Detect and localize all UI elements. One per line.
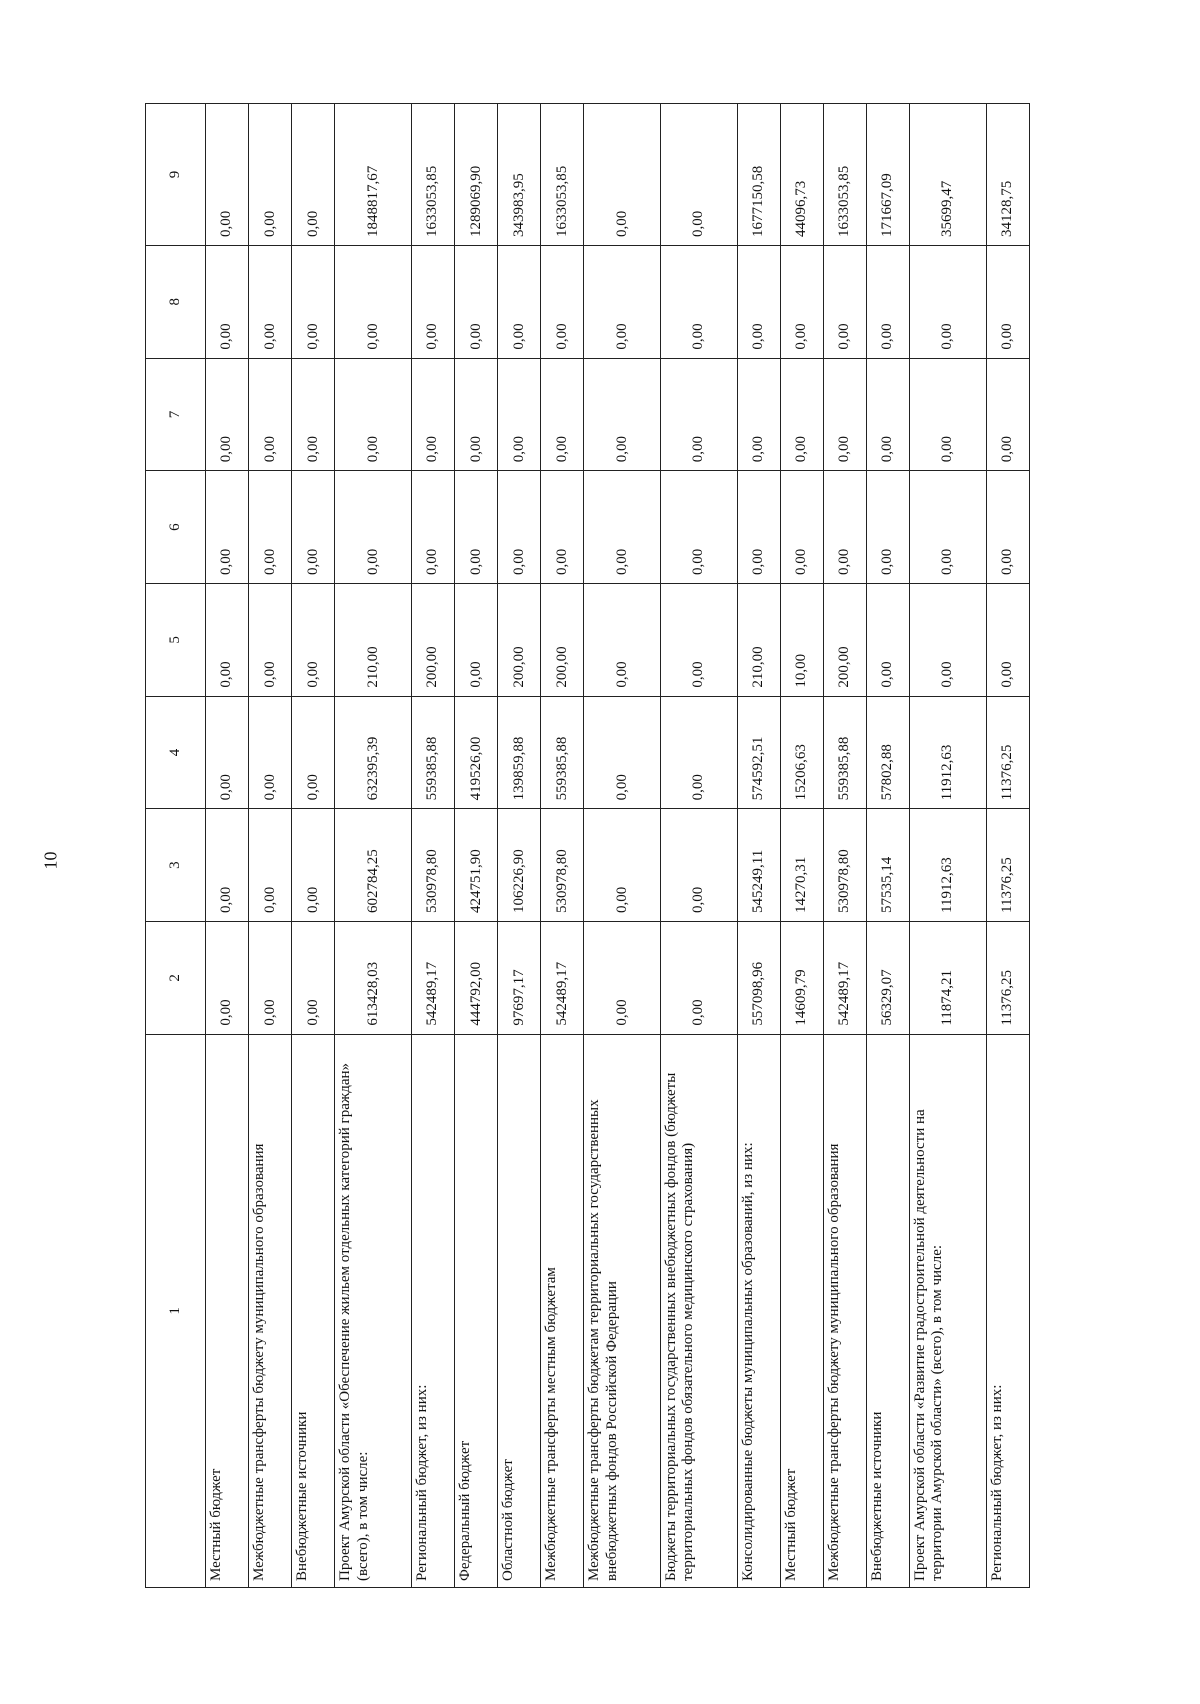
table-cell: 200,00 [498, 583, 541, 696]
table-cell: 0,00 [498, 245, 541, 358]
row-label: Местный бюджет [206, 1034, 249, 1587]
table-row [823, 104, 866, 1588]
table-row [335, 104, 412, 1588]
table-cell: 0,00 [823, 245, 866, 358]
table-cell: 0,00 [292, 921, 335, 1034]
table-cell: 0,00 [249, 104, 292, 246]
table-cell: 0,00 [910, 471, 987, 584]
row-label: Межбюджетные трансферты бюджетам территориальных государственных внебюджетных фондов Российской Федерации [584, 1034, 661, 1587]
table-cell: 0,00 [661, 471, 738, 584]
table-row [737, 104, 780, 1588]
table-row [455, 104, 498, 1588]
column-header: 9 [146, 104, 206, 246]
table-cell: 542489,17 [541, 921, 584, 1034]
table-cell: 57802,88 [866, 696, 909, 809]
table-cell: 0,00 [335, 471, 412, 584]
table-cell: 545249,11 [737, 809, 780, 922]
table-cell: 1633053,85 [823, 104, 866, 246]
column-header: 4 [146, 696, 206, 809]
table-cell: 0,00 [661, 245, 738, 358]
table-cell: 0,00 [584, 358, 661, 471]
table-cell: 0,00 [455, 583, 498, 696]
row-label: Местный бюджет [780, 1034, 823, 1587]
table-cell: 0,00 [584, 245, 661, 358]
table-cell: 632395,39 [335, 696, 412, 809]
table-cell: 0,00 [661, 696, 738, 809]
table-cell: 559385,88 [411, 696, 454, 809]
table-cell: 0,00 [206, 471, 249, 584]
table-cell: 0,00 [584, 809, 661, 922]
table-cell: 0,00 [498, 471, 541, 584]
table-row [910, 104, 987, 1588]
table-cell: 557098,96 [737, 921, 780, 1034]
table-cell: 0,00 [541, 245, 584, 358]
table-cell: 106226,90 [498, 809, 541, 922]
table-cell: 10,00 [780, 583, 823, 696]
table-cell: 0,00 [584, 471, 661, 584]
table-cell: 0,00 [249, 245, 292, 358]
table-cell: 0,00 [249, 696, 292, 809]
table-cell: 0,00 [584, 104, 661, 246]
row-label: Внебюджетные источники [292, 1034, 335, 1587]
table-cell: 0,00 [498, 358, 541, 471]
table-cell: 0,00 [737, 245, 780, 358]
table-cell: 0,00 [661, 358, 738, 471]
table-cell: 210,00 [335, 583, 412, 696]
column-header: 1 [146, 1034, 206, 1587]
table-cell: 0,00 [206, 583, 249, 696]
page-number: 10 [40, 851, 61, 870]
table-cell: 530978,80 [411, 809, 454, 922]
row-label: Внебюджетные источники [866, 1034, 909, 1587]
table-row [292, 104, 335, 1588]
table-cell: 0,00 [411, 471, 454, 584]
column-header: 8 [146, 245, 206, 358]
row-label: Межбюджетные трансферты бюджету муниципального образования [249, 1034, 292, 1587]
table-cell: 0,00 [249, 471, 292, 584]
table-cell: 0,00 [206, 358, 249, 471]
table-cell: 44096,73 [780, 104, 823, 246]
table-cell: 0,00 [866, 245, 909, 358]
table-row [661, 104, 738, 1588]
table-row [411, 104, 454, 1588]
table-cell: 11874,21 [910, 921, 987, 1034]
table-cell: 1677150,58 [737, 104, 780, 246]
table-cell: 0,00 [206, 696, 249, 809]
table-cell: 530978,80 [823, 809, 866, 922]
row-label: Проект Амурской области «Развитие градостроительной деятельности на территории Амурской области» (всего), в том числе: [910, 1034, 987, 1587]
table-cell: 0,00 [584, 921, 661, 1034]
table-cell: 542489,17 [411, 921, 454, 1034]
table-row [249, 104, 292, 1588]
budget-table [145, 103, 1030, 1588]
table-cell: 0,00 [661, 809, 738, 922]
table-cell: 0,00 [292, 471, 335, 584]
table-cell: 11376,25 [986, 809, 1029, 922]
table-cell: 559385,88 [823, 696, 866, 809]
table-cell: 0,00 [292, 583, 335, 696]
table-cell: 0,00 [866, 358, 909, 471]
table-row [780, 104, 823, 1588]
table-cell: 0,00 [661, 104, 738, 246]
table-cell: 0,00 [455, 245, 498, 358]
table-cell: 57535,14 [866, 809, 909, 922]
table-cell: 0,00 [335, 358, 412, 471]
table-cell: 0,00 [910, 583, 987, 696]
table-cell: 0,00 [249, 583, 292, 696]
row-label: Бюджеты территориальных государственных внебюджетных фондов (бюджеты территориальных фондов обязательного медицинского страхования) [661, 1034, 738, 1587]
table-cell: 0,00 [249, 358, 292, 471]
table-cell: 0,00 [206, 809, 249, 922]
column-header: 6 [146, 471, 206, 584]
table-cell: 559385,88 [541, 696, 584, 809]
table-cell: 34128,75 [986, 104, 1029, 246]
row-label: Проект Амурской области «Обеспечение жильем отдельных категорий граждан» (всего), в том числе: [335, 1034, 412, 1587]
table-cell: 0,00 [584, 696, 661, 809]
table-cell: 0,00 [249, 809, 292, 922]
table-cell: 35699,47 [910, 104, 987, 246]
table-cell: 0,00 [780, 358, 823, 471]
table-cell: 11376,25 [986, 921, 1029, 1034]
row-label: Консолидированные бюджеты муниципальных образований, из них: [737, 1034, 780, 1587]
table-cell: 0,00 [661, 921, 738, 1034]
table-cell: 0,00 [292, 809, 335, 922]
table-cell: 0,00 [335, 245, 412, 358]
table-row [584, 104, 661, 1588]
table-row [498, 104, 541, 1588]
table-cell: 1848817,67 [335, 104, 412, 246]
table-cell: 0,00 [780, 245, 823, 358]
table-cell: 0,00 [661, 583, 738, 696]
row-label: Региональный бюджет, из них: [411, 1034, 454, 1587]
row-label: Региональный бюджет, из них: [986, 1034, 1029, 1587]
table-cell: 0,00 [206, 245, 249, 358]
table-cell: 0,00 [206, 104, 249, 246]
table-cell: 1633053,85 [411, 104, 454, 246]
table-cell: 0,00 [541, 471, 584, 584]
table-cell: 14270,31 [780, 809, 823, 922]
table-cell: 0,00 [541, 358, 584, 471]
row-label: Межбюджетные трансферты местным бюджетам [541, 1034, 584, 1587]
table-cell: 0,00 [910, 245, 987, 358]
column-header: 2 [146, 921, 206, 1034]
table-cell: 419526,00 [455, 696, 498, 809]
table-cell: 0,00 [986, 583, 1029, 696]
table-cell: 0,00 [737, 471, 780, 584]
table-cell: 0,00 [292, 245, 335, 358]
table-cell: 139859,88 [498, 696, 541, 809]
table-cell: 210,00 [737, 583, 780, 696]
table-cell: 0,00 [823, 358, 866, 471]
column-header: 5 [146, 583, 206, 696]
row-label: Федеральный бюджет [455, 1034, 498, 1587]
table-cell: 542489,17 [823, 921, 866, 1034]
table-cell: 11912,63 [910, 696, 987, 809]
row-label: Областной бюджет [498, 1034, 541, 1587]
table-cell: 200,00 [411, 583, 454, 696]
table-cell: 530978,80 [541, 809, 584, 922]
column-header: 7 [146, 358, 206, 471]
table-cell: 613428,03 [335, 921, 412, 1034]
table-cell: 97697,17 [498, 921, 541, 1034]
table-cell: 444792,00 [455, 921, 498, 1034]
table-cell: 200,00 [823, 583, 866, 696]
table-cell: 0,00 [986, 358, 1029, 471]
table-cell: 0,00 [249, 921, 292, 1034]
table-cell: 15206,63 [780, 696, 823, 809]
table-cell: 574592,51 [737, 696, 780, 809]
table-cell: 1289069,90 [455, 104, 498, 246]
table-cell: 11376,25 [986, 696, 1029, 809]
table-row [541, 104, 584, 1588]
table-cell: 56329,07 [866, 921, 909, 1034]
table-cell: 343983,95 [498, 104, 541, 246]
table-cell: 0,00 [411, 245, 454, 358]
table-cell: 0,00 [866, 583, 909, 696]
table-cell: 1633053,85 [541, 104, 584, 246]
table-header-row [146, 104, 206, 1588]
table-cell: 602784,25 [335, 809, 412, 922]
table-row [866, 104, 909, 1588]
table-cell: 14609,79 [780, 921, 823, 1034]
table-cell: 171667,09 [866, 104, 909, 246]
table-cell: 0,00 [823, 471, 866, 584]
table-cell: 0,00 [206, 921, 249, 1034]
table-cell: 0,00 [292, 104, 335, 246]
column-header: 3 [146, 809, 206, 922]
table-cell: 0,00 [455, 358, 498, 471]
rotated-table-inner [145, 103, 1030, 1588]
row-label: Межбюджетные трансферты бюджету муниципального образования [823, 1034, 866, 1587]
rotated-table-wrapper [145, 103, 1030, 1588]
table-cell: 11912,63 [910, 809, 987, 922]
table-row [986, 104, 1029, 1588]
table-body [206, 104, 1030, 1588]
table-cell: 0,00 [455, 471, 498, 584]
table-row [206, 104, 249, 1588]
table-cell: 0,00 [292, 358, 335, 471]
table-cell: 200,00 [541, 583, 584, 696]
table-cell: 0,00 [584, 583, 661, 696]
table-cell: 0,00 [910, 358, 987, 471]
table-cell: 0,00 [292, 696, 335, 809]
table-cell: 0,00 [866, 471, 909, 584]
table-cell: 0,00 [737, 358, 780, 471]
table-cell: 0,00 [986, 245, 1029, 358]
table-cell: 0,00 [986, 471, 1029, 584]
table-cell: 0,00 [780, 471, 823, 584]
table-cell: 0,00 [411, 358, 454, 471]
table-cell: 424751,90 [455, 809, 498, 922]
